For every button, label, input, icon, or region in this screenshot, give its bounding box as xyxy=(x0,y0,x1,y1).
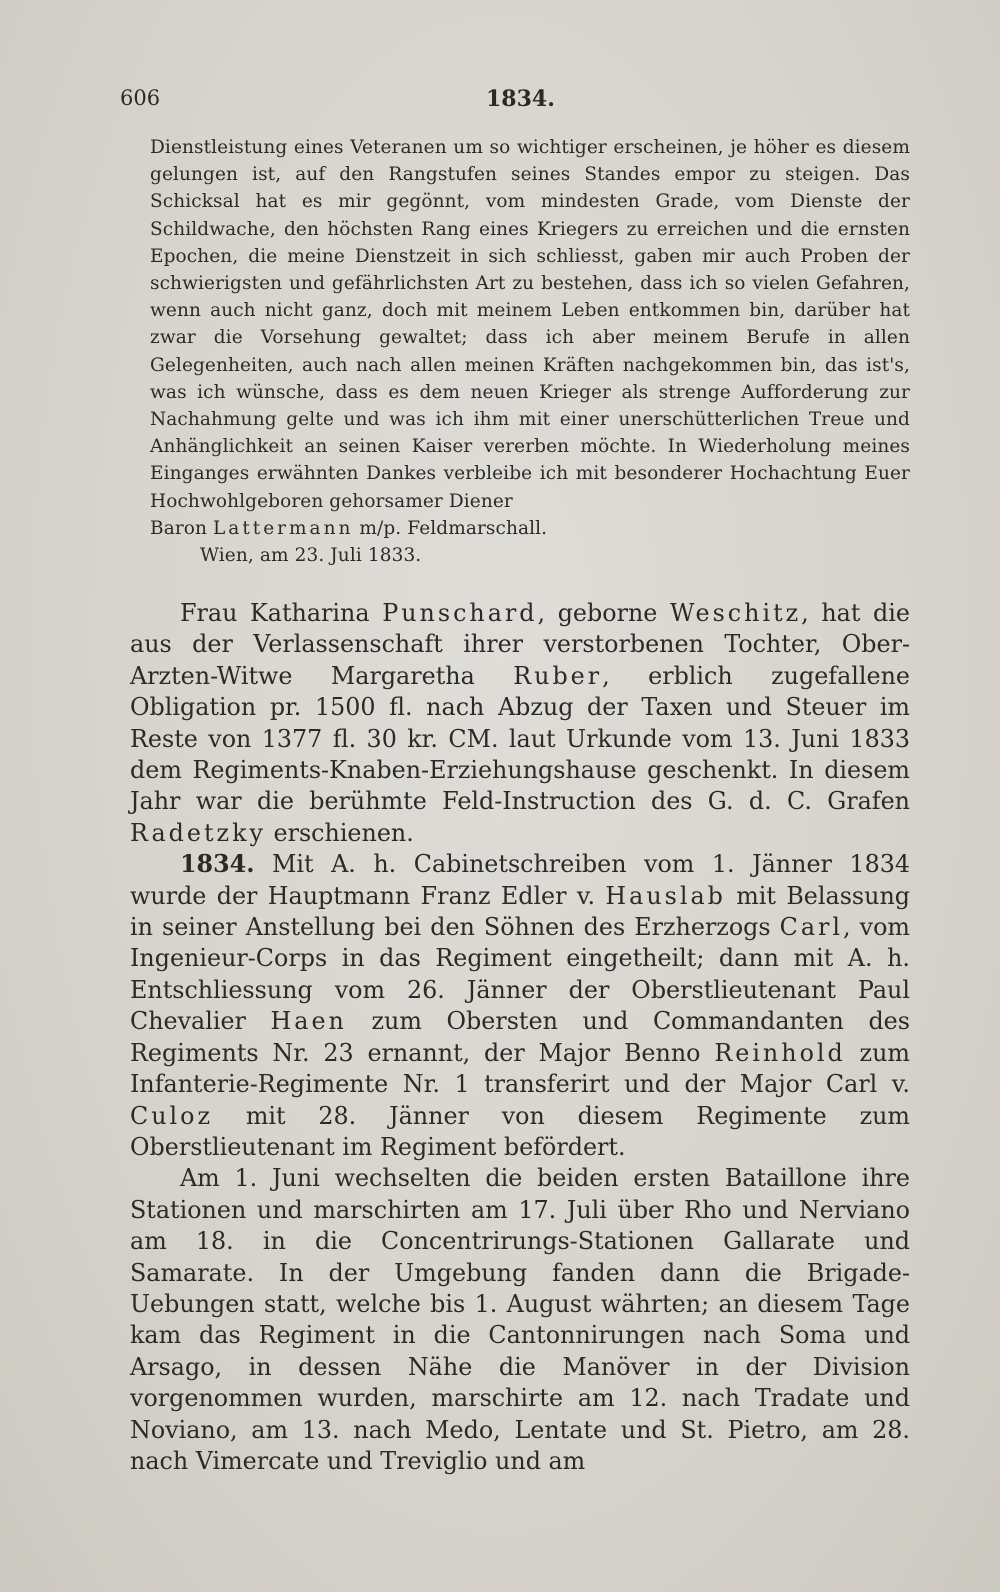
text-run: erschienen. xyxy=(265,818,414,847)
text-run: zum Infanterie-Regimente Nr. 1 transferirt und der Major Carl v. xyxy=(130,1038,910,1099)
name-haen: Haen xyxy=(270,1007,347,1036)
quoted-letter xyxy=(150,134,910,569)
signature-suffix: m/p. Feldmarschall. xyxy=(359,517,548,539)
text-run: mit 28. Jänner von diesem Regimente zum Oberstlieutenant im Regiment befördert. xyxy=(130,1101,910,1161)
signature-prefix: Baron xyxy=(150,517,208,539)
letter-date: Wien, am 23. Juli 1833. xyxy=(200,545,422,567)
name-culoz: Culoz xyxy=(130,1101,214,1130)
name-radetzky: Radetzky xyxy=(130,818,266,847)
text-run: , erblich zugefallene Obligation pr. 1500 fl. nach Abzug der Taxen und Steuer im Reste von 1377 fl. 30 kr. CM. laut Urkunde vom 13. Juni 1833 dem Regiments-Knaben-Erziehungshause geschenkt. In diesem Jahr war die berühmte Feld-Instruction des G. d. C. Grafen xyxy=(130,661,910,816)
text-run: zum Obersten und Commandanten des Regiments Nr. 23 ernannt, der Major Benno xyxy=(130,1007,910,1067)
text-run: , hat die aus der Verlassenschaft ihrer verstorbenen Tochter, Ober-Arzten-Witwe Margaretha xyxy=(130,599,910,690)
name-punschard: Punschard xyxy=(382,599,538,627)
text-run: Mit A. h. Cabinetschreiben vom 1. Jänner 1834 wurde der Hauptmann Franz Edler v. xyxy=(130,850,910,910)
paragraph-donation xyxy=(130,598,910,849)
page-header xyxy=(120,86,900,116)
text-run: , vom Ingenieur-Corps in das Regiment eingetheilt; dann mit A. h. Entschliessung vom 26. Jänner der Oberstlieutenant Paul Chevalier xyxy=(130,913,910,1036)
paragraph-1834 xyxy=(130,849,910,1163)
name-ruber: Ruber xyxy=(513,661,603,690)
text-run: , geborne xyxy=(537,599,658,627)
running-head-year: 1834. xyxy=(486,86,555,112)
name-weschitz: Weschitz xyxy=(669,599,802,627)
year-heading: 1834. xyxy=(180,850,255,879)
name-hauslab: Hauslab xyxy=(605,881,726,910)
signature-name: Lattermann xyxy=(213,517,354,539)
paragraph-june: Am 1. Juni wechselten die beiden ersten Bataillone ihre Stationen und marschirten am 17. Juli über Rho und Nerviano am 18. in die Concentrirungs-Stationen Gallarate und Samarate. In der Umgebung fanden dann die Brigade-Uebungen statt, welche bis 1. August währten; an diesem Tage kam das Regiment in die Cantonnirungen nach Soma und Arsago, in dessen Nähe die Manöver in der Division vorgenommen wurden, marschirte am 12. nach Tradate und Noviano, am 13. nach Medo, Lentate und St. Pietro, am 28. nach Vimercate und Treviglio und am xyxy=(130,1164,910,1475)
text-run: mit Belassung in seiner Anstellung bei den Söhnen des Erzherzogs xyxy=(130,881,910,942)
name-reinhold: Reinhold xyxy=(714,1038,846,1067)
name-carl: Carl xyxy=(779,913,844,942)
main-text xyxy=(130,598,910,1477)
letter-paragraph: Dienstleistung eines Veteranen um so wichtiger erscheinen, je höher es diesem gelungen ist, auf den Rangstufen seines Standes empor zu steigen. Das Schicksal hat es mir gegönnt, vom mindesten Grade, vom Dienste der Schildwache, den höchsten Rang eines Kriegers zu erreichen und die ernsten Epochen, die meine Dienstzeit in sich schliesst, gaben mir auch Proben der schwierigsten und gefährlichsten Art zu bestehen, dass ich so vielen Gefahren, wenn auch nicht ganz, doch mit meinem Leben entkommen bin, darüber hat zwar die Vorsehung gewaltet; dass ich aber meinem Berufe in allen Gelegenheiten, auch nach allen meinen Kräften nachgekommen bin, das ist's, was ich wünsche, dass es dem neuen Krieger als strenge Aufforderung zur Nachahmung gelte und was ich ihm mit einer unerschütterlichen Treue und Anhänglichkeit an seinen Kaiser vererben möchte. In Wiederholung meines Einganges erwähnten Dankes verbleibe ich mit besonderer Hochachtung Euer Hochwohlgeboren gehorsamer Diener xyxy=(150,137,910,512)
page-number: 606 xyxy=(120,86,161,110)
text-run: Frau Katharina xyxy=(180,599,370,627)
letter-signature xyxy=(150,515,910,542)
